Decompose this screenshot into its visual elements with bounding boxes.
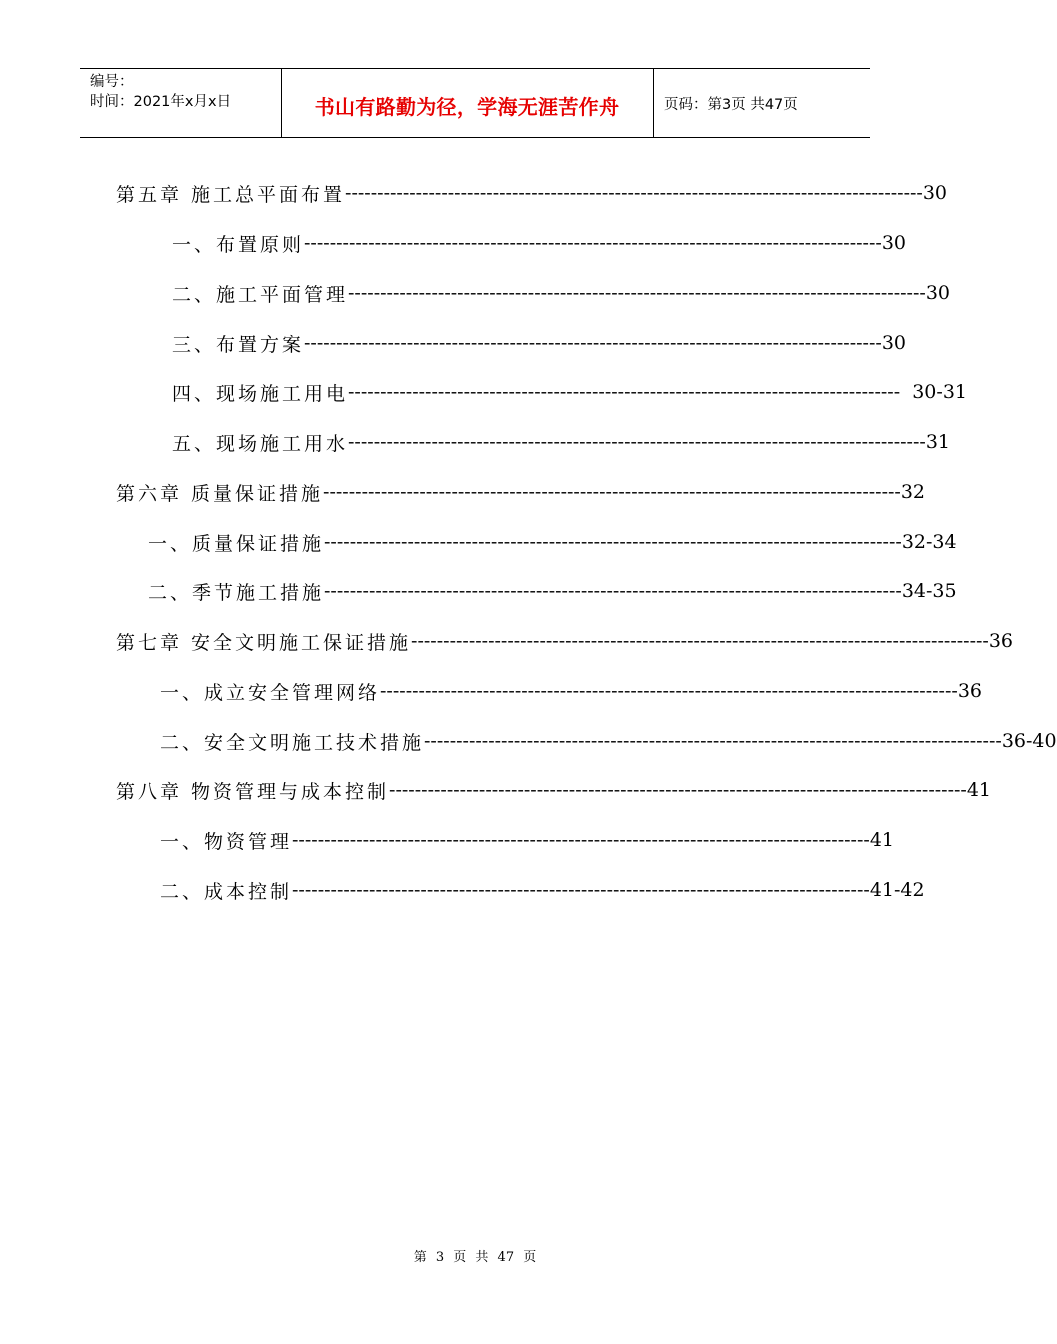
toc-section[interactable]: [172, 378, 967, 406]
toc-leader: ------------------------------------------------------------------------------------------: [292, 879, 870, 901]
toc-entry-label: 二、施工平面管理: [172, 283, 349, 306]
toc-entry-label: 四、现场施工用电: [172, 382, 349, 405]
toc-section[interactable]: [160, 677, 982, 705]
toc-entry-label: 二、安全文明施工技术措施: [160, 731, 425, 754]
toc-page-number: 41: [869, 829, 894, 851]
toc-section[interactable]: [148, 577, 957, 605]
toc-page-number: 36: [988, 630, 1014, 652]
toc-page-number: 30: [922, 182, 948, 204]
toc-leader: ------------------------------------------------------------------------------------------: [389, 779, 967, 801]
toc-page-number: 36-40: [1001, 730, 1057, 752]
toc-entry-label: 二、季节施工措施: [148, 581, 325, 604]
toc-page-number: 32: [900, 481, 926, 503]
toc-leader: ------------------------------------------------------------------------------------------: [380, 680, 958, 702]
toc-page-number: 34-35: [901, 580, 957, 602]
toc-page-number: 30: [881, 232, 906, 254]
toc-section[interactable]: [160, 876, 925, 904]
toc-leader: ------------------------------------------------------------------------------------------: [304, 232, 882, 254]
toc-leader: ------------------------------------------------------------------------------------------: [324, 531, 902, 553]
toc-entry-label: 一、质量保证措施: [148, 532, 325, 555]
toc-page-number: 36: [957, 680, 982, 702]
toc-chapter[interactable]: [116, 478, 926, 506]
document-date: 时间：2021年x月x日: [90, 94, 232, 110]
toc-leader: ------------------------------------------------------------------------------------------: [324, 580, 902, 602]
toc-leader: ------------------------------------------------------------------------------------------: [345, 182, 923, 204]
toc-page-number: 30-31: [900, 381, 967, 403]
toc-chapter[interactable]: [116, 776, 992, 804]
toc-section[interactable]: [160, 826, 894, 854]
toc-page-number: 30: [881, 332, 906, 354]
toc-entry-label: 一、成立安全管理网络: [160, 681, 381, 704]
toc-entry-label: 一、物资管理: [160, 830, 293, 853]
toc-leader: ------------------------------------------------------------------------------------------: [411, 630, 989, 652]
toc-section[interactable]: [172, 428, 950, 456]
toc-entry-label: 三、布置方案: [172, 333, 305, 356]
toc-entry-label: 第八章 物资管理与成本控制: [116, 780, 390, 803]
toc-page-number: 30: [925, 282, 950, 304]
toc-entry-label: 第六章 质量保证措施: [116, 482, 324, 505]
toc-page-number: 41: [966, 779, 992, 801]
toc-leader: ------------------------------------------------------------------------------------------: [323, 481, 901, 503]
toc-entry-label: 五、现场施工用水: [172, 432, 349, 455]
toc-section[interactable]: [160, 727, 1057, 755]
toc-entry-label: 第七章 安全文明施工保证措施: [116, 631, 412, 654]
toc-chapter[interactable]: [116, 179, 948, 207]
page-footer: 第 3 页 共 47 页: [413, 1250, 537, 1265]
toc-section[interactable]: [172, 329, 906, 357]
toc-leader: ------------------------------------------------------------------------------------------: [304, 332, 882, 354]
toc-entry-label: 二、成本控制: [160, 880, 293, 903]
toc-leader: --------------------------------------------------------------------------------------: [348, 381, 901, 403]
document-number: 编号：: [90, 74, 134, 90]
toc-page-number: 41-42: [869, 879, 925, 901]
toc-page-number: 31: [925, 431, 950, 453]
toc-leader: ------------------------------------------------------------------------------------------: [424, 730, 1002, 752]
header-motto: 书山有路勤为径，学海无涯苦作舟: [314, 95, 620, 119]
toc-section[interactable]: [172, 279, 950, 307]
header-page-info: 页码：第3页 共47页: [664, 97, 798, 113]
toc-section[interactable]: [148, 528, 957, 556]
toc-leader: ------------------------------------------------------------------------------------------: [348, 282, 926, 304]
toc-leader: ------------------------------------------------------------------------------------------: [348, 431, 926, 453]
toc-entry-label: 第五章 施工总平面布置: [116, 183, 346, 206]
toc-chapter[interactable]: [116, 627, 1014, 655]
toc-entry-label: 一、布置原则: [172, 233, 305, 256]
toc-section[interactable]: [172, 229, 906, 257]
toc-page-number: 32-34: [901, 531, 957, 553]
toc-leader: ------------------------------------------------------------------------------------------: [292, 829, 870, 851]
